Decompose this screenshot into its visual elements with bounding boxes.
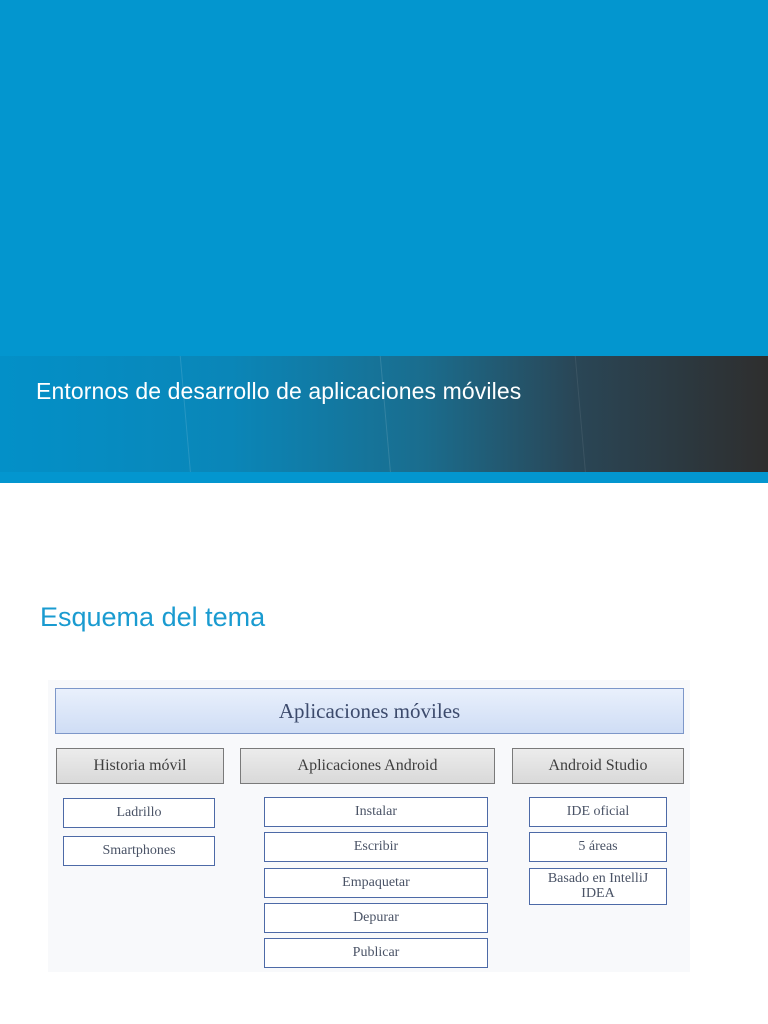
item-box-publicar: Publicar [264, 938, 488, 968]
item-box-depurar: Depurar [264, 903, 488, 933]
decorative-streak [179, 356, 192, 472]
title-band [0, 356, 768, 472]
cover-title: Entornos de desarrollo de aplicaciones móviles [36, 378, 522, 404]
item-box-instalar: Instalar [264, 797, 488, 827]
category-box-aplicaciones-android: Aplicaciones Android [240, 748, 495, 784]
item-box-escribir: Escribir [264, 832, 488, 862]
item-box-basado-en-intellij: Basado en IntelliJ IDEA [529, 868, 667, 905]
diagram-root-box: Aplicaciones móviles [55, 688, 684, 734]
category-box-historia-movil: Historia móvil [56, 748, 224, 784]
item-box-ladrillo: Ladrillo [63, 798, 215, 828]
item-box-ide-oficial: IDE oficial [529, 797, 667, 827]
decorative-streak [574, 356, 587, 472]
decorative-streak [379, 356, 392, 472]
cover-bottom-strip [0, 472, 768, 483]
category-box-android-studio: Android Studio [512, 748, 684, 784]
item-box-5-areas: 5 áreas [529, 832, 667, 862]
item-box-smartphones: Smartphones [63, 836, 215, 866]
item-box-empaquetar: Empaquetar [264, 868, 488, 898]
section-title: Esquema del tema [40, 602, 266, 632]
